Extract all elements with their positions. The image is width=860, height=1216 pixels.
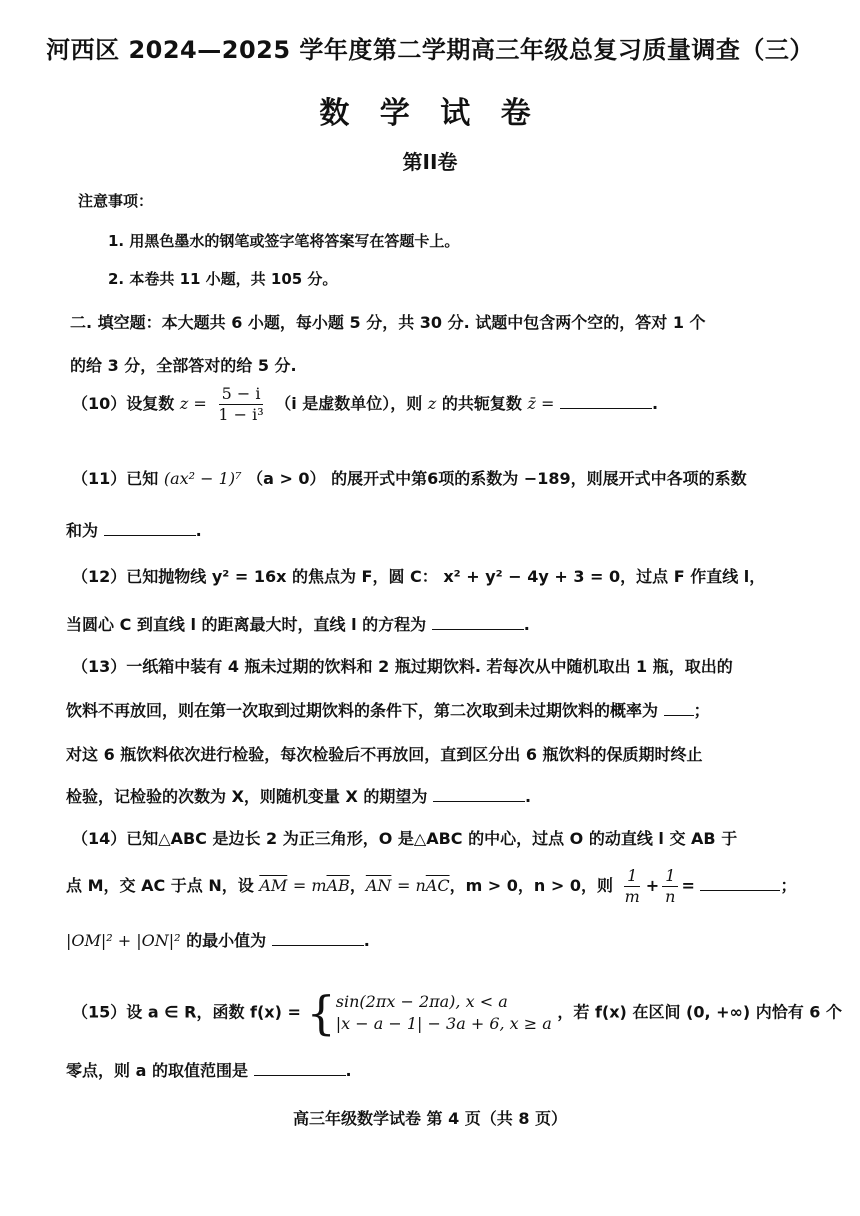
q10-middle: （i 是虚数单位），则	[275, 394, 423, 413]
notes-heading: 注意事项：	[78, 192, 154, 210]
q14-line2-end: ；	[780, 876, 797, 895]
question-15-line-2	[66, 1058, 352, 1081]
exam-header-title: 河西区 2024—2025 学年度第二学期高三年级总复习质量调查（三）	[46, 36, 814, 64]
q14-condition: ，m > 0，n > 0，则	[449, 876, 613, 895]
q12-line2: 当圆心 C 到直线 l 的距离最大时，直线 l 的方程为	[66, 615, 427, 634]
question-14-line-3	[66, 928, 370, 951]
q14-frac2-den: n	[665, 887, 676, 906]
question-13-line-1: （13）一纸箱中装有 4 瓶未过期的饮料和 2 瓶过期饮料. 若每次从中随机取出 1 瓶，取出的	[72, 657, 733, 676]
q14-vector-norm-expr: |OM|² + |ON|²	[66, 931, 181, 950]
q14-plus: +	[645, 876, 660, 895]
q15-case-1: sin(2πx − 2πa), x < a	[335, 992, 508, 1011]
question-10	[72, 384, 658, 425]
q14-answer-blank-1[interactable]	[700, 889, 780, 891]
q15-rest: ，若 f(x) 在区间 (0, +∞) 内恰有 6 个	[557, 1002, 842, 1022]
question-11-line-2	[66, 518, 202, 541]
q13-end: .	[524, 787, 532, 806]
question-13-line-2	[66, 698, 710, 721]
q14-frac1-den: m	[624, 887, 640, 906]
q14-sep: ，	[349, 876, 366, 895]
volume-title: 第II卷	[402, 150, 458, 174]
question-13-line-3: 对这 6 瓶饮料依次进行检验，每次检验后不再放回，直到区分出 6 瓶饮料的保质期时终止	[66, 745, 703, 764]
q15-piecewise	[336, 991, 552, 1035]
q14-vector-ac: $\overline{AC}$	[425, 876, 450, 895]
q11-end: .	[195, 521, 202, 540]
q11-condition: （a > 0）	[247, 469, 326, 488]
question-13-line-4	[66, 784, 531, 807]
q14-eq3: =	[681, 876, 695, 895]
q15-line2: 零点，则 a 的取值范围是	[66, 1061, 248, 1080]
q14-eq1: = m	[292, 876, 327, 895]
section-instructions-line-2: 的给 3 分，全部答对的给 5 分.	[70, 356, 297, 375]
q11-answer-blank[interactable]	[104, 534, 196, 536]
q13-line2: 饮料不再放回，则在第一次取到过期饮料的条件下，第二次取到未过期饮料的概率为	[66, 701, 659, 720]
question-15-line-1	[72, 986, 842, 1040]
q15-answer-blank[interactable]	[254, 1074, 346, 1076]
q10-answer-blank[interactable]	[560, 407, 652, 409]
q14-eq2: = n	[396, 876, 426, 895]
q10-prefix: （10）设复数	[72, 394, 175, 413]
q10-fraction	[215, 384, 266, 425]
q11-prefix: （11）已知	[72, 469, 159, 488]
q13-answer-blank-1[interactable]	[664, 714, 694, 716]
q14-fraction-1	[622, 866, 643, 907]
q11-line2: 和为	[66, 521, 99, 540]
q10-zbar: z̄ =	[527, 394, 555, 413]
page-footer: 高三年级数学试卷 第 4 页（共 8 页）	[292, 1109, 568, 1128]
q13-line2-end: ；	[693, 701, 710, 720]
q15-end: .	[345, 1061, 352, 1080]
note-item-1: 1. 用黑色墨水的钢笔或签字笔将答案写在答题卡上。	[108, 232, 460, 250]
q11-line1-rest: 的展开式中第6项的系数为 −189，则展开式中各项的系数	[331, 469, 747, 488]
q10-z: z	[427, 394, 437, 413]
question-11-line-1	[72, 466, 747, 489]
question-14-line-2	[66, 866, 796, 907]
question-14-line-1: （14）已知△ABC 是边长 2 为正三角形，O 是△ABC 的中心，过点 O 的动直线 l 交 AB 于	[72, 829, 738, 848]
question-12-line-1: （12）已知抛物线 y² = 16x 的焦点为 F，圆 C： x² + y² − 4y + 3 = 0，过点 F 作直线 l，	[72, 567, 766, 586]
q14-frac1-num: 1	[624, 866, 640, 887]
q13-answer-blank-2[interactable]	[433, 800, 525, 802]
q10-z-eq: z =	[179, 394, 207, 413]
question-12-line-2	[66, 612, 530, 635]
q10-middle2: 的共轭复数	[441, 394, 522, 413]
q14-end: .	[363, 931, 370, 950]
q14-vector-an: $\overline{AN}$	[365, 876, 392, 895]
q10-end: .	[651, 394, 659, 413]
q12-answer-blank[interactable]	[432, 628, 524, 630]
q10-frac-denominator: 1 − i³	[218, 405, 264, 424]
section-instructions-line-1: 二. 填空题：本大题共 6 小题，每小题 5 分，共 30 分. 试题中包含两个空的，答对 1 个	[70, 313, 706, 332]
q15-brace: {	[306, 986, 336, 1040]
q14-line3: 的最小值为	[186, 931, 267, 950]
q14-fraction-2	[662, 866, 678, 907]
q14-line2-a: 点 M，交 AC 于点 N，设	[66, 876, 254, 895]
q14-frac2-num: 1	[662, 866, 678, 887]
q11-expression: (ax² − 1)⁷	[163, 469, 242, 488]
note-item-2: 2. 本卷共 11 小题，共 105 分。	[108, 270, 338, 288]
q10-frac-numerator: 5 − i	[219, 384, 264, 405]
q15-case-2: |x − a − 1| − 3a + 6, x ≥ a	[335, 1014, 552, 1033]
subject-title: 数 学 试 卷	[319, 96, 541, 131]
q14-answer-blank-2[interactable]	[272, 944, 364, 946]
q14-vector-am: $\overline{AM}$	[259, 876, 288, 895]
q12-end: .	[523, 615, 530, 634]
q13-line4: 检验，记检验的次数为 X，则随机变量 X 的期望为	[66, 787, 428, 806]
q15-prefix: （15）设 a ∈ R，函数 f(x) =	[72, 1002, 301, 1022]
q14-vector-ab: $\overline{AB}$	[326, 876, 350, 895]
